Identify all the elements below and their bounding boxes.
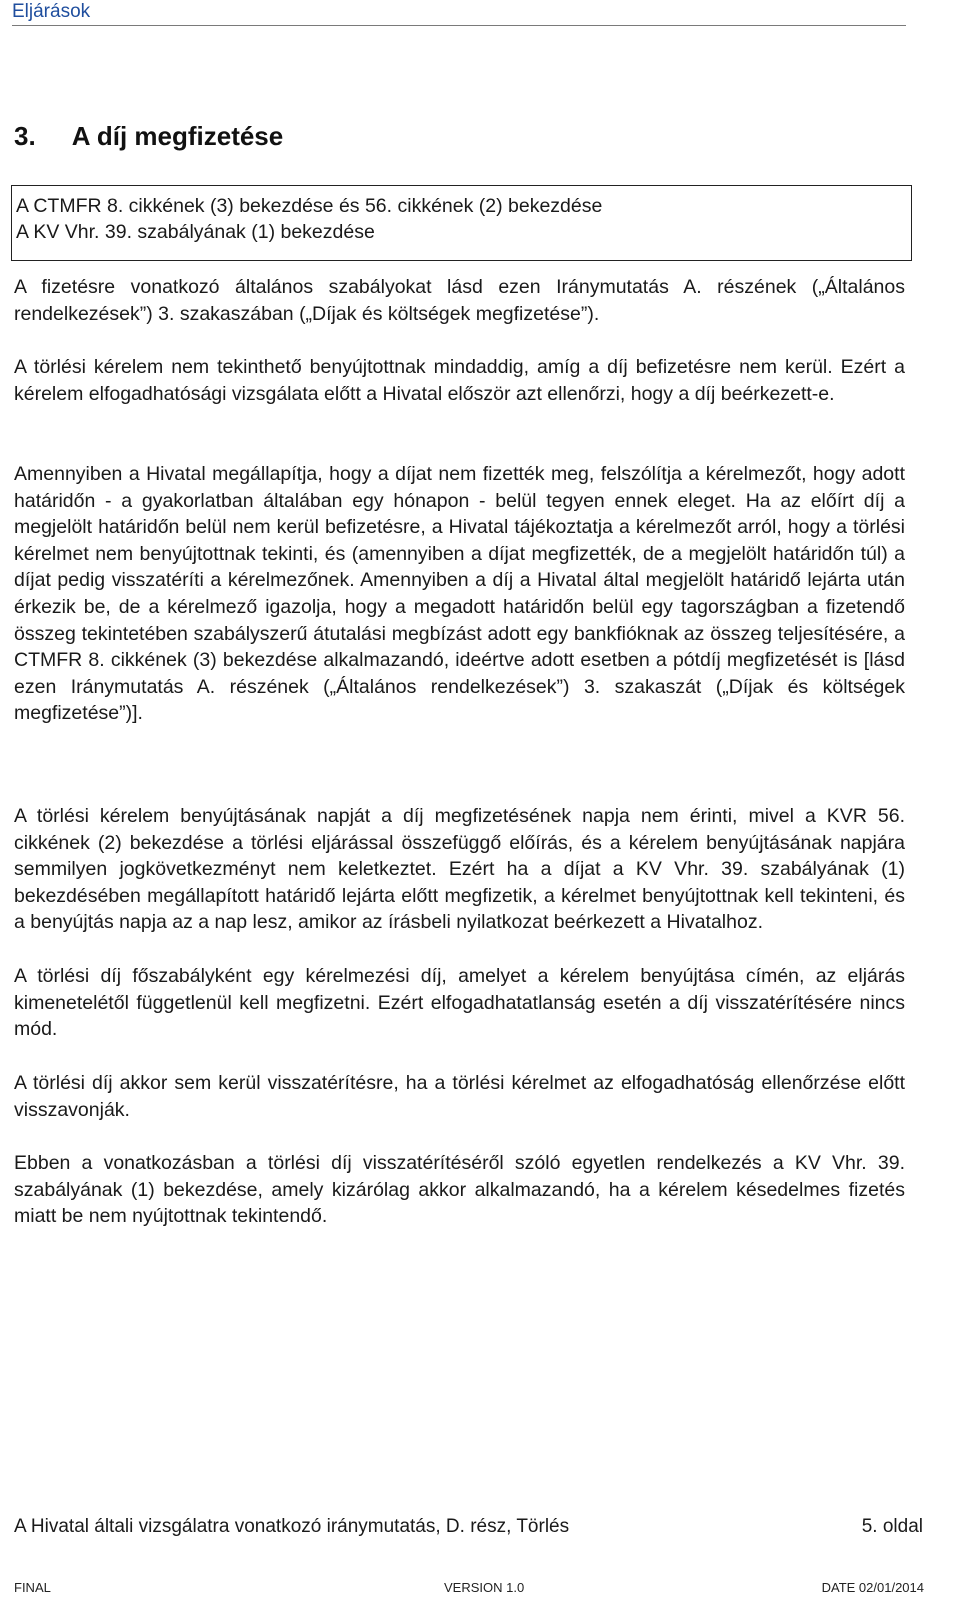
status-final: FINAL bbox=[14, 1580, 51, 1595]
header-title: Eljárások bbox=[12, 1, 91, 22]
legal-reference-line: A KV Vhr. 39. szabályának (1) bekezdése bbox=[16, 221, 375, 243]
paragraph-fee-nature bbox=[14, 963, 905, 1043]
legal-reference-line: A CTMFR 8. cikkének (3) bekezdése és 56. cikkének (2) bekezdése bbox=[16, 195, 603, 217]
page-header bbox=[12, 0, 906, 26]
paragraph-fee-condition bbox=[14, 354, 905, 407]
paragraph-general-rules bbox=[14, 274, 905, 327]
footer-document-title: A Hivatal általi vizsgálatra vonatkozó iránymutatás, D. rész, Törlés bbox=[14, 1516, 570, 1537]
paragraph-text: Amennyiben a Hivatal megállapítja, hogy a díjat nem fizették meg, felszólítja a kérelmezőt, hogy adott határidőn - a gyakorlatban általában egy hónapon - belül tegyen ennek eleget. Ha az előírt díj a megjelölt határidőn belül nem kerül befizetésre, a Hivatal tájékoztatja a kérelmezőt arról, hogy a törlési kérelmet nem benyújtottnak tekinti, és (amennyiben a díjat megfizették, de a megjelölt határidőn túl) a díjat pedig visszatéríti a kérelmezőnek. Amennyiben a díj a Hivatal által megjelölt határidő lejárta után érkezik be, de a kérelmező igazolja, hogy a megadott határidőn belül egy tagországban a fizetendő összeg tekintetében szabályszerű átutalási megbízást adott egy bankfióknak az összeg teljesítésére, a CTMFR 8. cikkének (3) bekezdése alkalmazandó, ideértve adott esetben a pótdíj megfizetését is [lásd ezen Iránymutatás A. részének („Általános rendelkezések”) 3. szakaszát („Díjak és költségek megfizetése”)]. bbox=[14, 463, 905, 725]
document-status-bar bbox=[14, 1580, 924, 1600]
paragraph-text: A fizetésre vonatkozó általános szabályokat lásd ezen Iránymutatás A. részének („Általános rendelkezések”) 3. szakaszában („Díjak és költségek megfizetése”). bbox=[14, 276, 905, 325]
status-date: DATE 02/01/2014 bbox=[821, 1580, 924, 1595]
paragraph-text: A törlési díj főszabályként egy kérelmezési díj, amelyet a kérelem benyújtása címén, az eljárás kimenetelétől függetlenül kell megfizetni. Ezért elfogadhatatlanság esetén a díj visszatérítésére nincs mód. bbox=[14, 965, 905, 1041]
paragraph-text: A törlési kérelem nem tekinthető benyújtottnak mindaddig, amíg a díj befizetésre nem kerül. Ezért a kérelem elfogadhatósági vizsgálata előtt a Hivatal először azt ellenőrzi, hogy a díj beérkezett-e. bbox=[14, 356, 905, 405]
status-version: VERSION 1.0 bbox=[444, 1580, 525, 1595]
paragraph-text: A törlési díj akkor sem kerül visszatérítésre, ha a törlési kérelmet az elfogadhatóság ellenőrzése előtt visszavonják. bbox=[14, 1072, 905, 1121]
section-title: 3. A díj megfizetése bbox=[14, 121, 284, 151]
paragraph-filing-date bbox=[14, 803, 905, 936]
paragraph-refund-provision bbox=[14, 1150, 905, 1230]
paragraph-text: A törlési kérelem benyújtásának napját a díj megfizetésének napja nem érinti, mivel a KVR 56. cikkének (2) bekezdése a törlési eljárással összefüggő előírás, és a kérelem benyújtásának napjára semmilyen jogkövetkezményt nem keletkeztet. Ezért ha a díjat a KV Vhr. 39. szabályának (1) bekezdésében megállapított határidő lejárta előtt megfizetik, a kérelmet benyújtottnak kell tekinteni, és a benyújtás napja az a nap lesz, amikor az írásbeli nyilatkozat beérkezett a Hivatalhoz. bbox=[14, 805, 905, 934]
legal-reference-box bbox=[11, 185, 912, 261]
paragraph-non-payment bbox=[14, 461, 905, 727]
footer-page-number: 5. oldal bbox=[861, 1516, 923, 1537]
paragraph-text: Ebben a vonatkozásban a törlési díj visszatérítéséről szóló egyetlen rendelkezés a KV Vhr. 39. szabályának (1) bekezdése, amely kizárólag akkor alkalmazandó, ha a kérelem késedelmes fizetés miatt be nem nyújtottnak tekintendő. bbox=[14, 1152, 905, 1228]
paragraph-withdrawal bbox=[14, 1070, 905, 1123]
